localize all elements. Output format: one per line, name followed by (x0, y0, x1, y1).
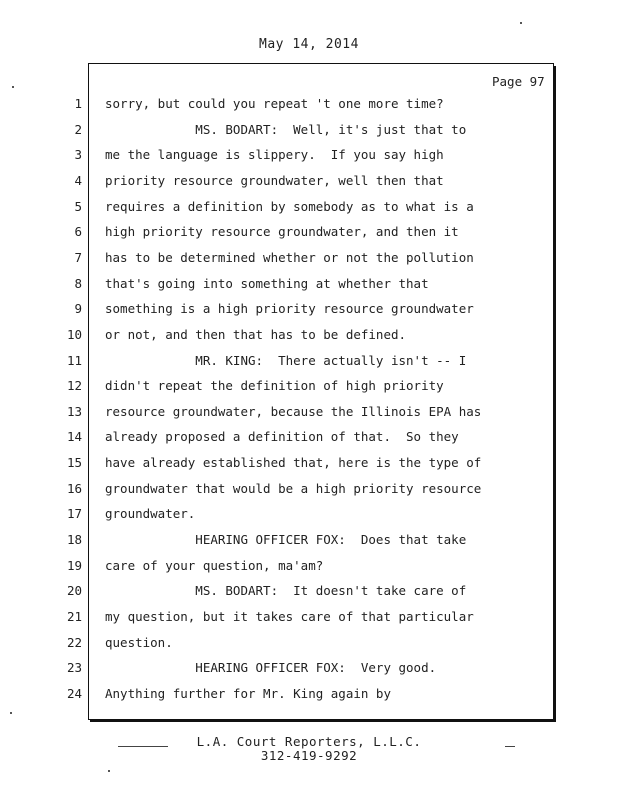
line-number: 8 (74, 275, 82, 291)
line-number: 17 (66, 506, 82, 522)
transcript-line-text: requires a definition by somebody as to what is a (105, 198, 474, 214)
line-number: 9 (74, 301, 82, 317)
line-number: 1 (74, 96, 82, 111)
scan-speck (520, 22, 522, 24)
transcript-line-text: Anything further for Mr. King again by (105, 685, 391, 701)
footer-phone: 312-419-9292 (260, 748, 358, 763)
line-number: 16 (66, 480, 82, 496)
scan-speck (10, 712, 12, 714)
frame-shadow-bottom (90, 720, 556, 722)
transcript-line-text: care of your question, ma'am? (105, 557, 324, 573)
line-number: 23 (66, 660, 82, 676)
line-number: 4 (74, 172, 82, 188)
scan-artifact-line (118, 746, 168, 747)
transcript-line-text: sorry, but could you repeat 't one more time? (105, 96, 444, 111)
transcript-line-text: has to be determined whether or not the pollution (105, 249, 474, 265)
line-number: 5 (74, 198, 82, 214)
line-number: 19 (66, 557, 82, 573)
line-number: 22 (66, 634, 82, 650)
transcript-line-text: have already established that, here is the type of (105, 455, 482, 471)
transcript-line-text: me the language is slippery. If you say high (105, 147, 444, 163)
line-number: 6 (74, 224, 82, 240)
footer-company: L.A. Court Reporters, L.L.C. (196, 734, 422, 749)
line-number: 11 (66, 352, 82, 368)
scan-speck (12, 86, 14, 88)
transcript-line-text: my question, but it takes care of that particular (105, 609, 474, 624)
line-number: 18 (66, 532, 82, 548)
line-number: 10 (66, 326, 82, 342)
transcript-line-text: HEARING OFFICER FOX: Does that take (105, 532, 467, 548)
transcript-line-text: MR. KING: There actually isn't -- I (105, 352, 467, 368)
transcript-line-text: MS. BODART: It doesn't take care of (105, 583, 467, 599)
page-number: Page 97 (492, 74, 545, 89)
line-number: 12 (66, 378, 82, 394)
transcript-line-text: groundwater that would be a high priority resource (105, 480, 482, 496)
transcript-date: May 14, 2014 (259, 37, 359, 52)
transcript-line-text: question. (105, 634, 173, 650)
transcript-line-text: already proposed a definition of that. So they (105, 429, 459, 445)
frame-shadow-right (554, 66, 556, 722)
transcript-line-text: something is a high priority resource groundwater (105, 301, 474, 317)
transcript-line-text: MS. BODART: Well, it's just that to (105, 121, 467, 137)
transcript-line-text: groundwater. (105, 506, 196, 522)
line-number: 2 (74, 121, 82, 137)
scan-artifact-line (505, 746, 515, 747)
line-number: 24 (66, 685, 82, 701)
transcript-line-text: priority resource groundwater, well then that (105, 172, 444, 188)
transcript-line-text: or not, and then that has to be defined. (105, 326, 407, 342)
line-number: 20 (66, 583, 82, 599)
line-number: 7 (74, 249, 82, 265)
line-number: 15 (66, 455, 82, 471)
line-number: 14 (66, 429, 82, 445)
line-number: 3 (74, 147, 82, 163)
transcript-line-text: high priority resource groundwater, and then it (105, 224, 459, 240)
line-number: 13 (66, 403, 82, 419)
transcript-line-text: HEARING OFFICER FOX: Very good. (105, 660, 437, 676)
transcript-line-text: resource groundwater, because the Illinois EPA has (105, 403, 482, 419)
scan-speck (108, 770, 110, 772)
transcript-line-text: that's going into something at whether that (105, 275, 429, 291)
transcript-line-text: didn't repeat the definition of high priority (105, 378, 444, 394)
line-number: 21 (66, 609, 82, 624)
